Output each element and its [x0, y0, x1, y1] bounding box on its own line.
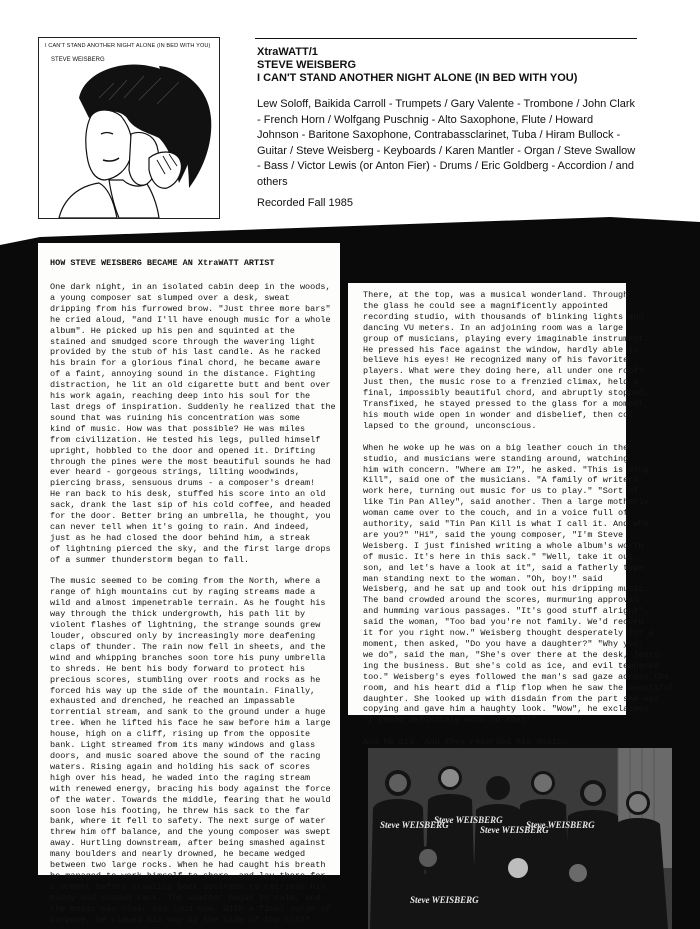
shirt-text: Steve WEISBERG	[410, 895, 479, 905]
release-title: I CAN'T STAND ANOTHER NIGHT ALONE (IN BED WITH YOU)	[257, 72, 578, 84]
shirt-text: Steve WEISBERG	[480, 825, 549, 835]
album-cover	[38, 37, 220, 219]
story-right-column: There, at the top, was a musical wonderland. Through the glass he could see a magnificently appointed recording studio, with thousands of blinking lights and dancing VU meters. In an adjoining room was a large group of musicians, playing every imaginable instrument. He pressed his face against the window, hardly able to believe his eyes! He recognized many of his favorite players. What were they doing here, all under one roof? Just then, the music rose to a frenzied climax, held a final, impossibly beautiful chord, and abruptly stopped. Transfixed, he stayed pressed to the glass for a moment, his mouth wide open in wonder and disbelief, then col- lapsed to the ground, unconscious. When he woke up he was on a big leather couch in the studio, and musicians were standing around, watching him with concern. "Where am I?", he asked. "This is Grog Kill", said one of the musicians. "A family of writers work here, turning out music for us to play." "Sort of like Tin Pan Alley", said another. Then a large motherly woman came over to the couch, and in a voice full of authority, said "Tin Pan Kill is what I call it. And who are you?" "Hi", said the young composer, "I'm Steve Weisberg. I just finished writing a whole album's worth of music. It's here in this sack." "Well, take it out, son, and let's have a look at it", said a fatherly type man standing next to the woman. "Oh, boy!" said Weisberg, and he sat up and took out his dripping music. The band crowded around the scores, murmuring approval and humming various passages. "It's good stuff alright", said the woman, "Too bad you're not family. We'd record it for you right now." Weisberg thought desperately for a moment, then asked, "Do you have a daughter?" "Why yes, we do", said the man, "She's over there at the desk, learn- ing the business. But she's cold as ice, and evil tempered too." Weisberg's eyes followed the man's sad gaze across the room, and his heart did a flip flop when he saw the beautiful daughter. She looked up with disdain from the part she was copying and gave him a haughty look. "Wow", he exclaimed, "I could definitely work on that!" And he did. And they recorded his music.	[363, 290, 675, 748]
shirt-text: Steve WEISBERG	[380, 820, 449, 830]
cover-title: I CAN'T STAND ANOTHER NIGHT ALONE (IN BED WITH YOU)	[45, 43, 211, 49]
shirt-text: Steve WEISBERG	[434, 815, 503, 825]
story-heading: HOW STEVE WEISBERG BECAME AN XtraWATT ARTIST	[50, 258, 275, 268]
group-photo-illustration	[368, 748, 672, 929]
personnel-list: Lew Soloff, Baikida Carroll - Trumpets / Gary Valente - Trombone / John Clark - French Horn / Wolfgang Puschnig - Alto Saxophone, Flute / Howard Johnson - Baritone Saxophone, Contrabassclarinet, Tuba / Hiram Bullock - Guitar / Steve Weisberg - Keyboards / Karen Mantler - Organ / Steve Swallow - Bass / Victor Lewis (or Anton Fier) - Drums / Eric Goldberg - Accordion / and others	[257, 98, 636, 188]
cover-illustration	[39, 38, 219, 218]
story-left-column: One dark night, in an isolated cabin deep in the woods, a young composer sat slumped over a desk, sweat dripping from his furrowed brow. "Just three more bars" he cried aloud, "and I'll have enough music for a whole album". He picked up his pen and squinted at the stained and smudged score through the wavering light provided by the stub of his last candle. As he racked his brain for a glorious final chord, he became aware of a faint, annoying sound in the distance. Fighting distraction, he lit an old cigarette butt and bent over his work again, reaching deep into his soul for the last dregs of inspiration. Suddenly he realized that the sound that was ruining his concentration was some kind of music. How was that possible? He was miles from civilization. He tested his legs, pulled himself upright, hobbled to the door and opened it. Drifting through the pines were the most beautiful sounds he had ever heard - gorgeous strings, lilting woodwinds, piercing brass, sensuous drums - a composer's dream! He ran back to his desk, stuffed his score into an old sack, drank the last sip of his cold coffee, and headed for the door. Better bring an umbrella, he thought, you can never tell when it's going to rain. And indeed, just as he had closed the door behind him, a streak of lightning pierced the sky, and the first large drops of a summer thunderstorm began to fall. The music seemed to be coming from the North, where a range of high mountains cut by raging streams made a wild and almost impenetrable terrain. As he fought his way through the thick undergrowth, his path lit by violent flashes of lightning, the strange sounds grew louder, obscured only by increasingly more deafening claps of thunder. The rain now fell in sheets, and the wind and whipping branches soon tore his puny umbrella to shreds. He bent his body forward to protect his precious scores, stumbling over roots and rocks as he forced his way up the side of the mountain. Finally, exhausted and drenched, he reached an impassable torrential stream, and sank to the ground under a huge tree. When he lifted his face he saw before him a large house, high on a cliff, rising up from the opposite bank. Light streamed from its many windows and glass doors, and music soared above the sound of the racing waters. Rising again and holding his sack of scores high over his head, he waded into the raging stream with renewed energy, bracing his body against the force of the water. Towards the middle, fearing that he would soon lose his footing, he threw his sack to the far bank, where it fell to safety. The next surge of water threw him off balance, and the young composer was swept away. Hurtling downstream, after being smashed against many boulders and nearly drowned, he became wedged between two large rocks. When he had caught his breath he managed to work himself to shore, and lay there for a moment before crawling back upstream to retrieve his muddy and sodden sack. The weather began to calm, and the music was clear and loud now. With a final surge of purpose, he clawed his way up the side of the cliff.	[50, 282, 336, 925]
recording-date: Recorded Fall 1985	[257, 197, 354, 209]
cover-artist: STEVE WEISBERG	[51, 57, 105, 63]
top-divider	[255, 38, 637, 39]
shirt-text: Steve WEISBERG	[526, 820, 595, 830]
release-info	[257, 46, 637, 210]
release-artist: STEVE WEISBERG	[257, 59, 357, 71]
catalog-number: XtraWATT/1	[257, 46, 318, 58]
group-photo	[368, 748, 672, 929]
